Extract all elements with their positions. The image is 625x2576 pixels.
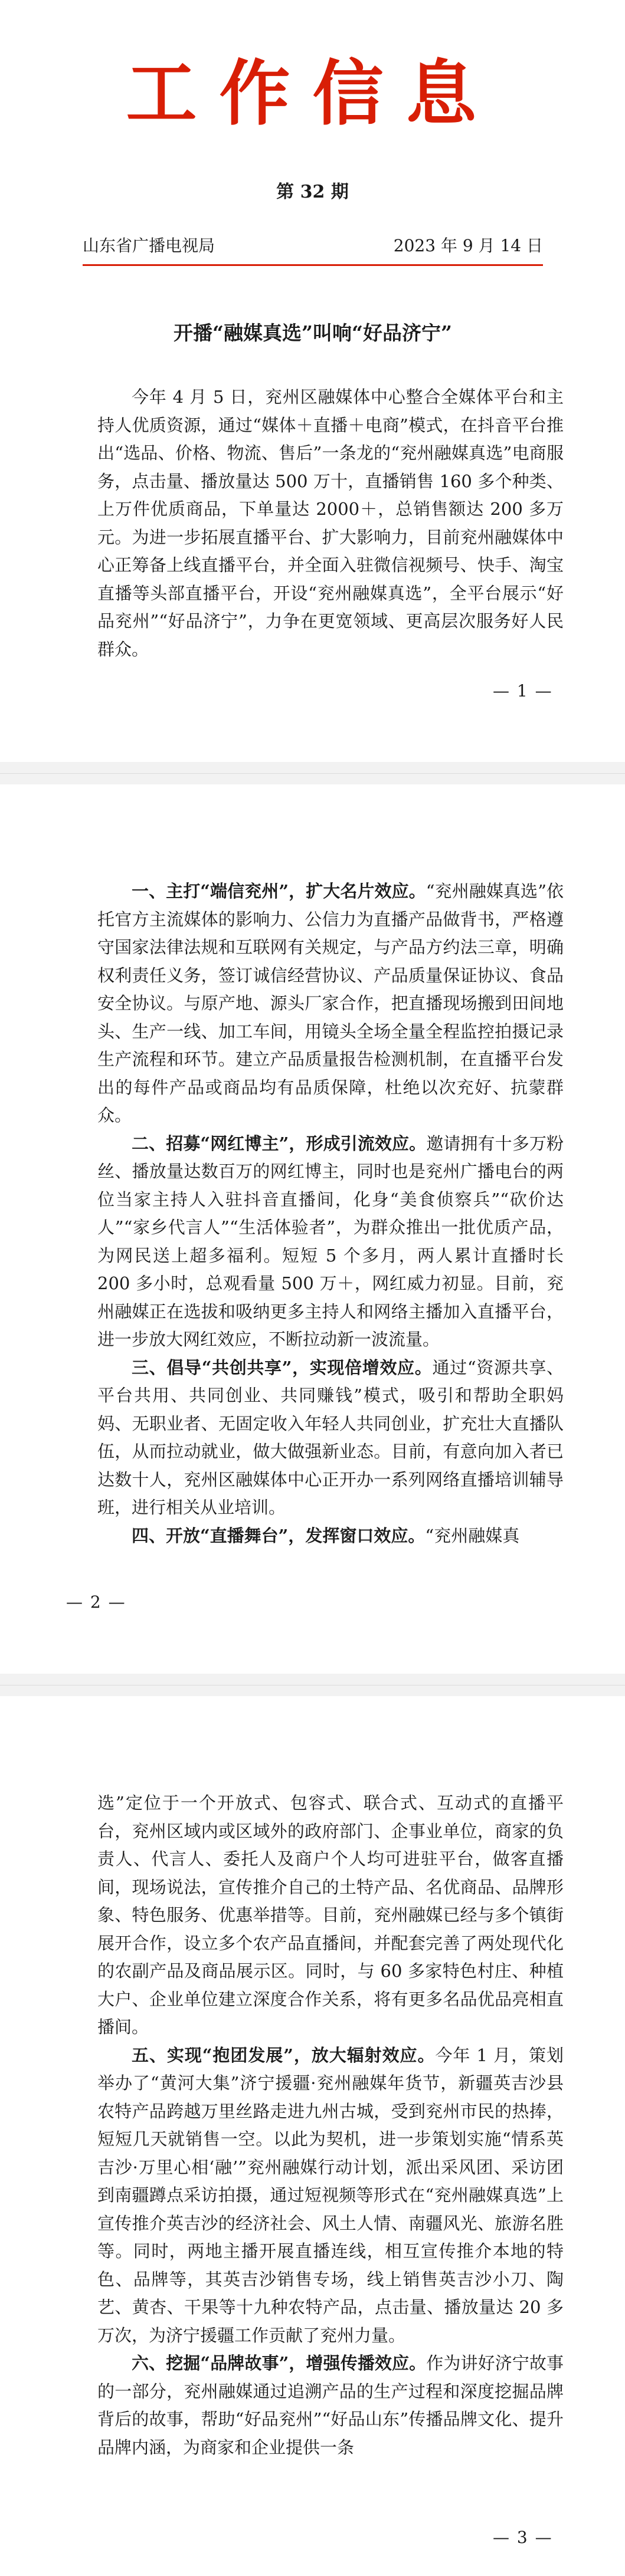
issuer-name: 山东省广播电视局 (83, 236, 215, 255)
masthead-title: 工作信息 (126, 53, 499, 135)
section-3-title: 三、倡导“共创共享”，实现倍增效应。 (132, 1357, 433, 1378)
page-2 (0, 784, 625, 1674)
issue-number: 第 32 期 (276, 182, 349, 202)
issuer-row (83, 233, 543, 257)
section-1-title: 一、主打“端信兖州”，扩大名片效应。 (132, 881, 426, 901)
section-1 (97, 878, 564, 1130)
page-number: — 3 — (493, 2528, 553, 2547)
section-6-title: 六、挖掘“品牌故事”，增强传播效应。 (132, 2353, 427, 2373)
section-1-body: “兖州融媒真选”依托官方主流媒体的影响力、公信力为直播产品做背书，严格遵守国家法律法规和互联网有关规定，与产品方约法三章，明确权利责任义务，签订诚信经营协议、产品质量保证协议、食品安全协议。与原产地、源头厂家合作，把直播现场搬到田间地头、生产一线、加工车间，用镜头全场全量全程监控拍摄记录生产流程和环节。建立产品质量报告检测机制，在直播平台发出的每件产品或商品均有品质保障，杜绝以次充好、抗蒙群众。 (97, 881, 564, 1125)
red-divider-line (83, 264, 543, 266)
section-5 (97, 2042, 564, 2350)
section-3 (97, 1354, 564, 1522)
section-2 (97, 1130, 564, 1354)
section-4-body-start: “兖州融媒真 (425, 1525, 520, 1546)
section-2-title: 二、招募“网红博主”，形成引流效应。 (132, 1133, 427, 1154)
issue-date: 2023 年 9 月 14 日 (393, 236, 543, 255)
section-6 (97, 2350, 564, 2462)
section-5-title: 五、实现“抱团发展”，放大辐射效应。 (132, 2045, 436, 2065)
page-3 (0, 1696, 625, 2576)
section-2-body: 邀请拥有十多万粉丝、播放量达数百万的网红博主，同时也是兖州广播电台的两位当家主持人入驻抖音直播间，化身“美食侦察兵”“砍价达人”“家乡代言人”“生活体验者”，为群众推出一批优质产品，为网民送上超多福利。短短 5 个多月，两人累计直播时长 200 多小时，总观看量 500 万＋，网红威力初显。目前，兖州融媒正在选拔和吸纳更多主持人和网络主播加入直播平台，进一步放大网红效应，不断拉动新一波流量。 (97, 1133, 564, 1349)
page-number: — 1 — (493, 681, 553, 701)
section-4-title: 四、开放“直播舞台”，发挥窗口效应。 (132, 1525, 426, 1546)
section-4 (97, 1522, 564, 1550)
section-4-continued: 选”定位于一个开放式、包容式、联合式、互动式的直播平台，兖州区域内或区域外的政府部门、企事业单位，商家的负责人、代言人、委托人及商户个人均可进驻平台，做客直播间，现场说法，宣传推介自己的土特产品、名优商品、品牌形象、特色服务、优惠举措等。目前，兖州融媒已经与多个镇街展开合作，设立多个农产品直播间，并配套完善了两处现代化的农副产品及商品展示区。同时，与 60 多家特色村庄、种植大户、企业单位建立深度合作关系，将有更多名品优品亮相直播间。 (97, 1793, 564, 2037)
page2-text (97, 878, 564, 1550)
intro-paragraph: 今年 4 月 5 日，兖州区融媒体中心整合全媒体平台和主持人优质资源，通过“媒体＋直播＋电商”模式，在抖音平台推出“选品、价格、物流、售后”一条龙的“兖州融媒真选”电商服务，点击量、播放量达 500 万十，直播销售 160 多个种类、上万件优质商品，下单量达 2000＋，总销售额达 200 多万元。为进一步拓展直播平台、扩大影响力，目前兖州融媒体中心正筹备上线直播平台，并全面入驻微信视频号、快手、淘宝直播等头部直播平台，开设“兖州融媒真选”，全平台展示“好品兖州”“好品济宁”，力争在更宽领域、更高层次服务好人民群众。 (97, 387, 564, 659)
section-5-body: 今年 1 月，策划举办了“黄河大集”济宁援疆·兖州融媒年货节，新疆英吉沙县农特产品跨越万里丝路走进九州古城，受到兖州市民的热捧，短短几天就销售一空。以此为契机，进一步策划实施“情系英吉沙·万里心相‘融’”兖州融媒行动计划，派出采风团、采访团到南疆蹲点采访拍摄，通过短视频等形式在“兖州融媒真选”上宣传推介英吉沙的经济社会、风土人情、南疆风光、旅游名胜等。同时，两地主播开展直播连线，相互宣传推介本地的特色、品牌等，其英吉沙销售专场，线上销售英吉沙小刀、陶艺、黄杏、干果等十九种农特产品，点击量、播放量达 20 多万次，为济宁援疆工作贡献了兖州力量。 (97, 2045, 564, 2345)
page3-text (97, 1789, 564, 2462)
page-separator (0, 773, 625, 774)
page-number: — 2 — (66, 1592, 126, 1612)
section-6-body: 作为讲好济宁故事的一部分，兖州融媒通过追溯产品的生产过程和深度挖掘品牌背后的故事，帮助“好品兖州”“好品山东”传播品牌文化、提升品牌内涵，为商家和企业提供一条 (97, 2353, 564, 2457)
section-3-body: 通过“资源共享、平台共用、共同创业、共同赚钱”模式，吸引和帮助全职妈妈、无职业者、无固定收入年轻人共同创业，扩充壮大直播队伍，从而拉动就业，做大做强新业态。目前，有意向加入者已达数十人，兖州区融媒体中心正开办一系列网络直播培训辅导班，进行相关从业培训。 (97, 1357, 564, 1517)
article-headline: 开播“融媒真选”叫响“好品济宁” (174, 321, 452, 344)
page-1 (0, 0, 625, 762)
intro-text (97, 383, 564, 663)
